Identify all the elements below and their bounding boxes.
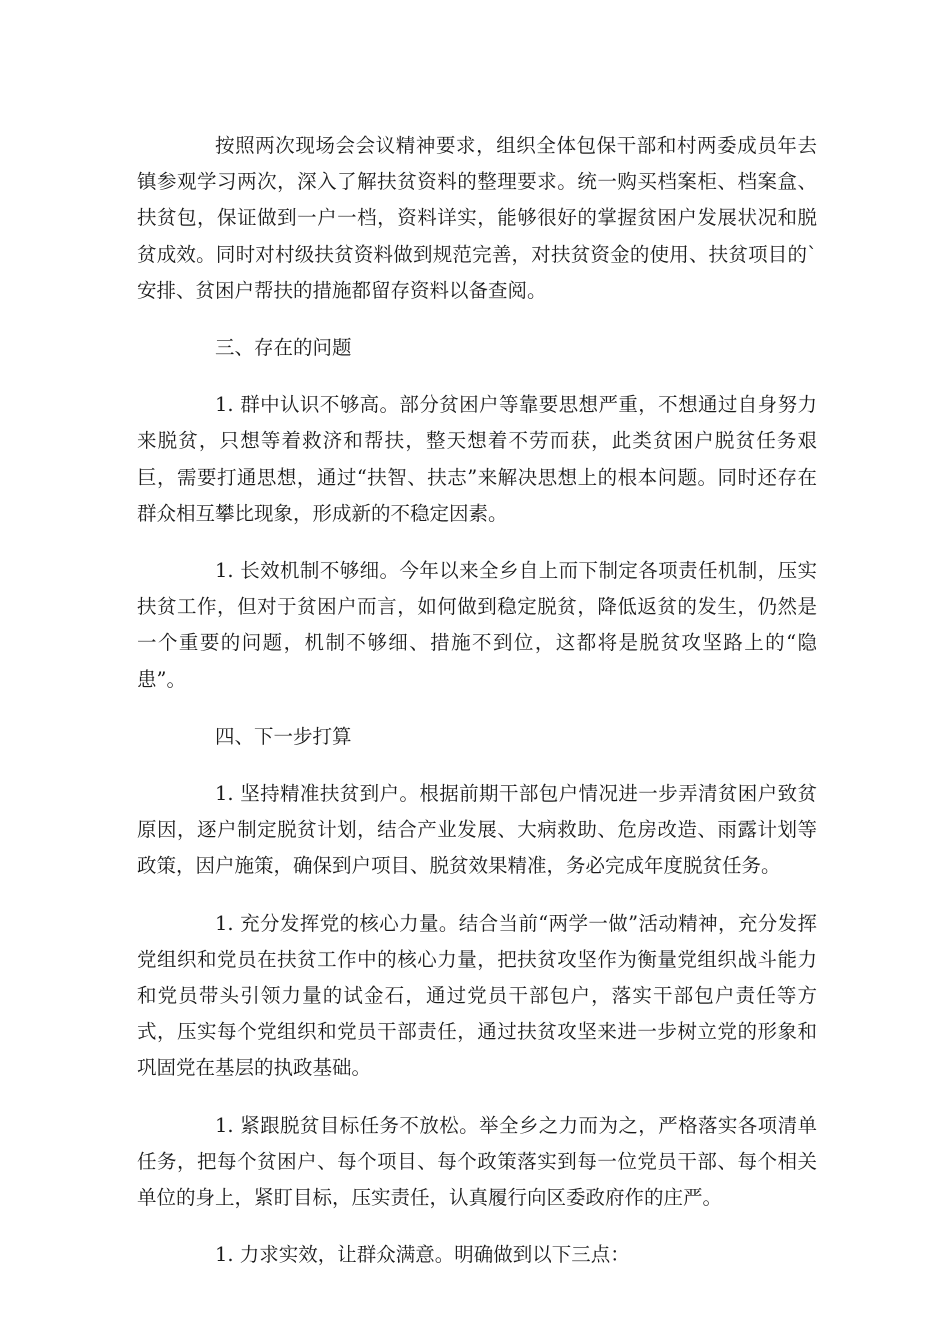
paragraph-problem-awareness: 1. 群中认识不够高。部分贫困户等靠要思想严重，不想通过自身努力来脱贫，只想等着救济和帮扶，整天想着不劳而获，此类贫困户脱贫任务艰巨，需要打通思想，通过“扶智、扶志”来解决思想上的根本问题。同时还存在群众相互攀比现象，形成新的不稳定因素。 [137,393,817,525]
paragraph-archive-work: 按照两次现场会会议精神要求，组织全体包保干部和村两委成员年去镇参观学习两次，深入了解扶贫资料的整理要求。统一购买档案柜、档案盒、扶贫包，保证做到一户一档，资料详实，能够很好的掌握贫困户发展状况和脱贫成效。同时对村级扶贫资料做到规范完善，对扶贫资金的使用、扶贫项目的`安排、贫困户帮扶的措施都留存资料以备查阅。 [137,134,817,302]
paragraph-plan-results: 1. 力求实效，让群众满意。明确做到以下三点： [215,1243,630,1267]
paragraph-plan-targets: 1. 紧跟脱贫目标任务不放松。举全乡之力而为之，严格落实各项清单任务，把每个贫困户、每个项目、每个政策落实到每一位党员干部、每个相关单位的身上，紧盯目标，压实责任，认真履行向区委政府作的庄严。 [137,1113,817,1210]
section-heading-problems: 三、存在的问题 [215,336,352,360]
paragraph-plan-party-core: 1. 充分发挥党的核心力量。结合当前“两学一做”活动精神，充分发挥党组织和党员在扶贫工作中的核心力量，把扶贫攻坚作为衡量党组织战斗能力和党员带头引领力量的试金石，通过党员干部包户，落实干部包户责任等方式，压实每个党组织和党员干部责任，通过扶贫攻坚来进一步树立党的形象和巩固党在基层的执政基础。 [137,911,817,1080]
paragraph-problem-mechanism: 1. 长效机制不够细。今年以来全乡自上而下制定各项责任机制，压实扶贫工作，但对于贫困户而言，如何做到稳定脱贫，降低返贫的发生，仍然是一个重要的问题，机制不够细、措施不到位，这都将是脱贫攻坚路上的“隐患”。 [137,559,817,691]
document-body [137,128,817,1294]
section-heading-next-steps: 四、下一步打算 [215,724,352,748]
paragraph-plan-precision: 1. 坚持精准扶贫到户。根据前期干部包户情况进一步弄清贫困户致贫原因，逐户制定脱贫计划，结合产业发展、大病救助、危房改造、雨露计划等政策，因户施策，确保到户项目、脱贫效果精准，务必完成年度脱贫任务。 [137,782,817,878]
